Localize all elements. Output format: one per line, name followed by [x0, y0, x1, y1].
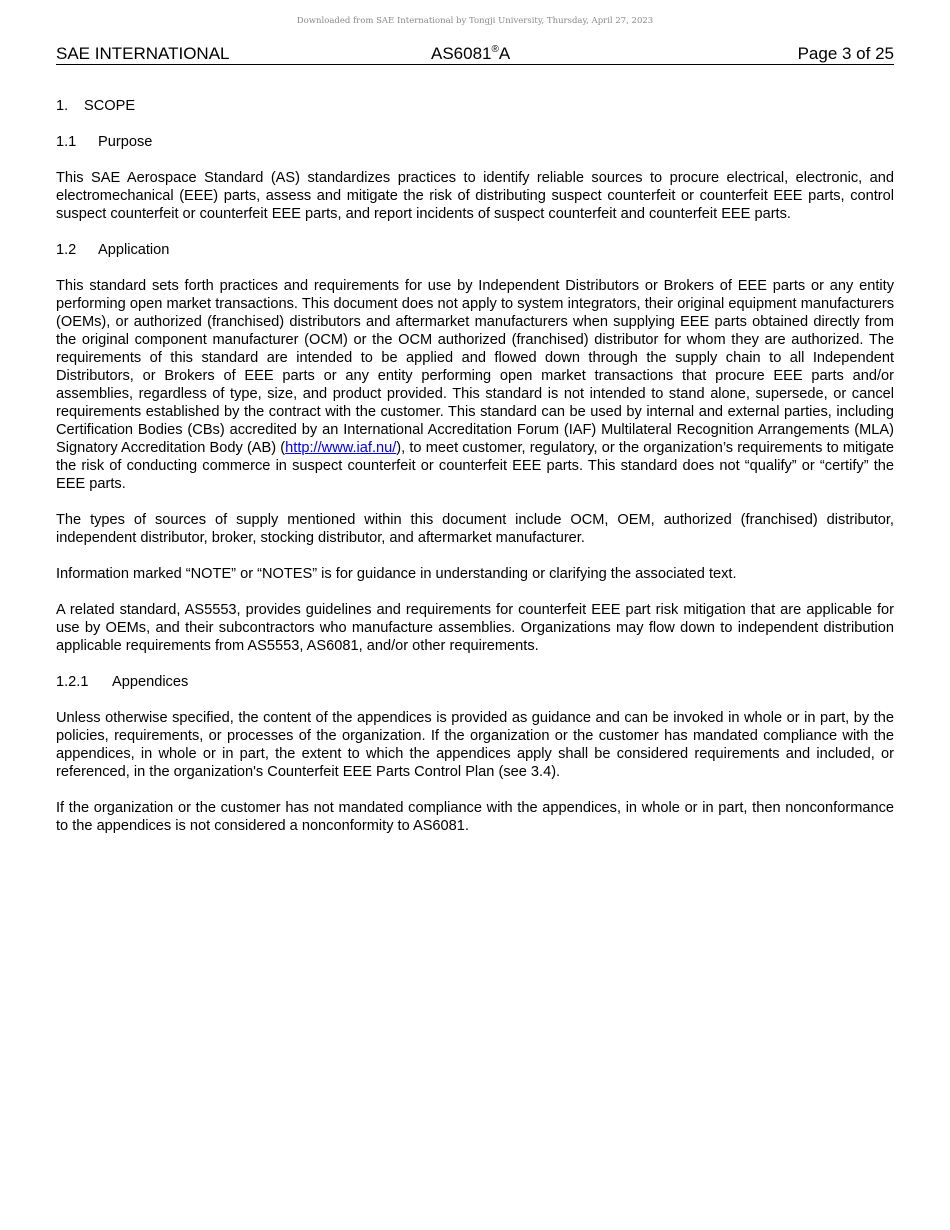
section-number: 1.1	[56, 134, 77, 150]
header-organization: SAE INTERNATIONAL	[56, 44, 230, 63]
section-heading-appendices	[56, 673, 894, 691]
section-heading-purpose	[56, 133, 894, 151]
header-document-id	[431, 44, 510, 64]
paragraph-text: This standard sets forth practices and requirements for use by Independent Distributors or Brokers of EEE parts or any entity performing open market transactions. This document does not apply to system integrators, their original equipment manufacturers (OEMs), or authorized (franchised) distributors and aftermarket manufacturers when supplying EEE parts obtained directly from the original component manufacturer (OCM) or the OCM authorized (franchised) distributor for whom they are authorized. The requirements of this standard are intended to be applied and flowed down through the supply chain to all Independent Distributors, or Brokers of EEE parts or any entity performing open market transactions that procure EEE parts and/or assemblies, regardless of type, size, and product provided. This standard is not intended to stand alone, supersede, or cancel requirements established by the contract with the customer. This standard can be used by internal and external parties, including Certification Bodies (CBs) accredited by an International Accreditation Forum (IAF) Multilateral Recognition Arrangements (MLA) Signatory Accreditation Body (AB) (	[56, 278, 894, 456]
appendices-paragraph-1: Unless otherwise specified, the content of the appendices is provided as guidance and can be invoked in whole or in part, by the policies, requirements, or processes of the organization. If the organization or the customer has mandated compliance with the appendices, in whole or in part, the extent to which the appendices apply shall be considered requirements and included, or referenced, in the organization's Counterfeit EEE Parts Control Plan (see 3.4).	[56, 710, 894, 780]
document-revision: A	[498, 44, 511, 63]
page-header	[56, 44, 894, 65]
section-title: Purpose	[98, 134, 153, 150]
paragraph-text: ), to meet customer, regulatory, or the organization’s requirements to mitigate the risk of conducting commerce in suspect counterfeit or counterfeit EEE parts. This standard does not “qualify” or “certify” the EEE parts.	[56, 440, 894, 492]
section-heading-application	[56, 241, 894, 259]
purpose-paragraph: This SAE Aerospace Standard (AS) standardizes practices to identify reliable sources to procure electrical, electronic, and electromechanical (EEE) parts, assess and mitigate the risk of distributing suspect counterfeit or counterfeit EEE parts, control suspect counterfeit or counterfeit EEE parts, and report incidents of suspect counterfeit and counterfeit EEE parts.	[56, 170, 894, 222]
section-number: 1.2	[56, 242, 77, 258]
header-page-number: Page 3 of 25	[797, 44, 894, 63]
application-paragraph-3: Information marked “NOTE” or “NOTES” is for guidance in understanding or clarifying the associated text.	[56, 566, 737, 582]
section-number: 1.2.1	[56, 674, 89, 690]
document-number: AS6081	[431, 44, 492, 63]
application-paragraph-2: The types of sources of supply mentioned within this document include OCM, OEM, authorized (franchised) distributor, independent distributor, broker, stocking distributor, and aftermarket manufacturer.	[56, 512, 894, 546]
section-heading-scope	[56, 97, 894, 115]
application-paragraph-4: A related standard, AS5553, provides guidelines and requirements for counterfeit EEE part risk mitigation that are applicable for use by OEMs, and their subcontractors who manufacture assemblies. Organizations may flow down to independent distribution applicable requirements from AS5553, AS6081, and/or other requirements.	[56, 602, 894, 654]
section-title: Application	[98, 242, 170, 258]
appendices-paragraph-2: If the organization or the customer has not mandated compliance with the appendices, in whole or in part, then nonconformance to the appendices is not considered a nonconformity to AS6081.	[56, 800, 894, 834]
application-paragraph-1	[56, 277, 894, 493]
iaf-link[interactable]: http://www.iaf.nu/	[285, 440, 397, 456]
section-title: Appendices	[112, 674, 189, 690]
document-body	[56, 97, 894, 853]
registered-mark: ®	[491, 44, 499, 55]
download-watermark: Downloaded from SAE International by Tongji University, Thursday, April 27, 2023	[296, 16, 654, 26]
section-number: 1.	[56, 98, 69, 114]
section-title: SCOPE	[84, 98, 136, 114]
